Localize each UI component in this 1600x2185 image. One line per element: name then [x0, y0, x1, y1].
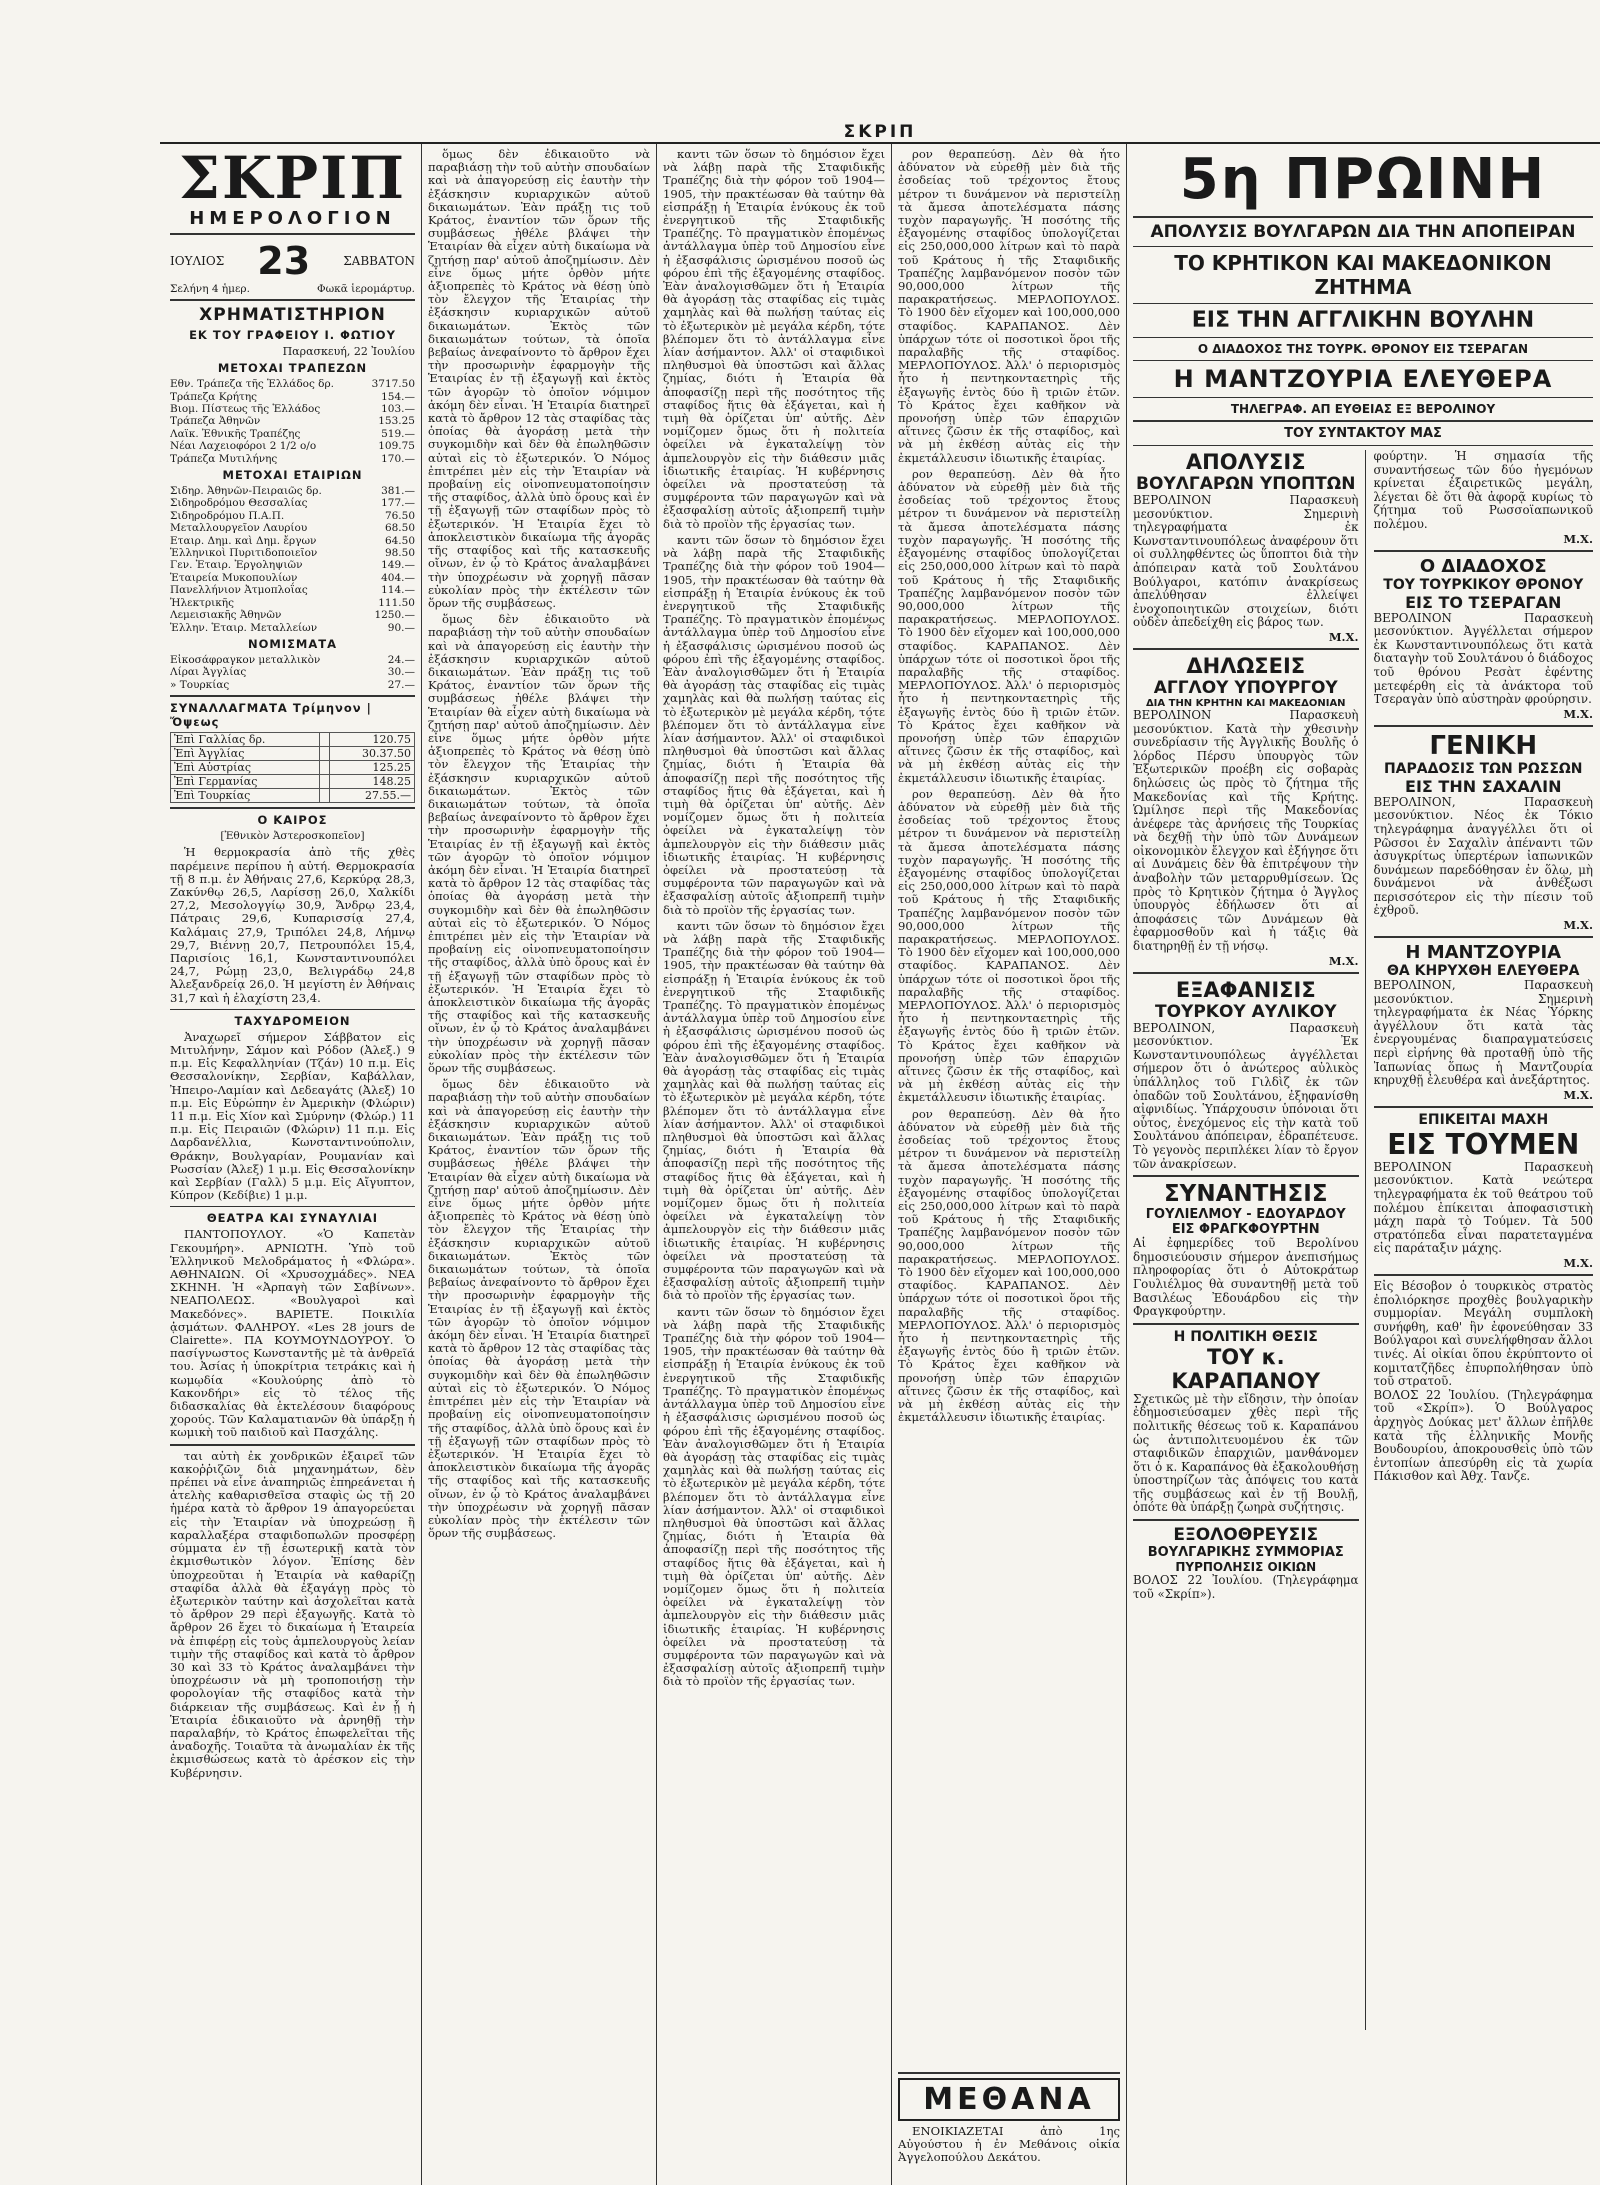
article-text: καντι τῶν ὅσων τὸ δημόσιον ἔχει νὰ λάβῃ παρὰ τῆς Σταφιδικῆς Τραπέζης διὰ τὴν φόρον τοῦ 1904—1905, τὴν πρακτέωσαν θὰ ταύτην θὰ εἰσπράξῃ ἡ Ἑταιρία ἐνύκους ἐκ τοῦ ἐνεργητικοῦ τῆς Σταφιδικῆς Τραπέζης. Τὸ πραγματικὸν ἐπομένως ἀντάλλαγμα ὑπὲρ τοῦ Δημοσίου εἶνε ἡ ἐξασφάλισις ὡρισμένου ποσοῦ ὡς φόρου ἐπὶ τῆς ἐξαγομένης σταφίδος. Ἐὰν ἀναλογισθῶμεν ὅτι ἡ Ἑταιρία θὰ ἀγοράσῃ τὰς σταφίδας εἰς τιμὰς χαμηλὰς καὶ θὰ πωλήσῃ ταύτας εἰς τὸ ἐξωτερικὸν μὲ μεγάλα κέρδη, τότε βλέπομεν ὅτι τὸ ἀντάλλαγμα εἶνε λίαν ἀσήμαντον. Ἀλλ' οἱ σταφιδικοὶ πληθυσμοὶ θὰ ὑποστῶσι καὶ ἄλλας ζημίας, διότι ἡ Ἑταιρία θὰ ἀποφασίζῃ περὶ τῆς ποσότητος τῆς σταφίδος ἥτις θὰ ἐξάγεται, καὶ ἡ τιμὴ θὰ ὁρίζεται ὑπ' αὐτῆς. Δὲν νομίζομεν ὅμως ὅτι ἡ πολιτεία ὀφείλει νὰ ἐγκαταλείψῃ τὸν ἀμπελουργὸν εἰς τὴν διάθεσιν μιᾶς ἰδιωτικῆς ἑταιρίας. Ἡ κυβέρνησις ὀφείλει νὰ προστατεύσῃ τὰ συμφέροντα τῶν παραγωγῶν καὶ νὰ ἐξασφαλίσῃ αὐτοῖς ἀξιοπρεπῆ τιμὴν διὰ τὸ προϊὸν τῆς ἐργασίας των. [663, 918, 885, 1303]
story-text: ΒΕΡΟΛΙΝΟΝ, Παρασκευὴ μεσονύκτιον. Σημερινὴ τηλεγραφήματα ἐκ Νέας Ὑόρκης ἀγγέλλουν ὅτι κατὰ τὰς ἐνεργουμένας διαπραγματεύσεις περὶ εἰρήνης θὰ προταθῇ ὑπὸ τῆς Ἰαπωνίας ὅπως ἡ Μαντζουρία κηρυχθῇ ἐλευθέρα καὶ ἀνεξάρτητος. [1373, 978, 1593, 1088]
story-subtitle: ΑΓΓΛΟΥ ΥΠΟΥΡΓΟΥ [1153, 677, 1338, 698]
story-title: ΕΠΙΚΕΙΤΑΙ ΜΑΧΗ [1418, 1111, 1549, 1128]
coins-table [170, 654, 415, 691]
divider [1133, 246, 1593, 247]
article-column-3 [663, 148, 885, 2178]
story-subtitle: ΔΙΑ ΤΗΝ ΚΡΗΤΗΝ ΚΑΙ ΜΑΚΕΔΟΝΙΑΝ [1145, 697, 1346, 709]
article-body [898, 148, 1120, 2068]
headline: ΤΟ ΚΡΗΤΙΚΟΝ ΚΑΙ ΜΑΚΕΔΟΝΙΚΟΝ ΖΗΤΗΜΑ [1174, 251, 1552, 299]
column-rule [656, 144, 657, 2185]
story-subtitle: ΕΙΣ ΤΟΥΜΕΝ [1387, 1127, 1580, 1161]
story-text: Αἱ ἐφημερίδες τοῦ Βερολίνου δημοσιεύουσιν σήμερον ἀνεπισήμως πληροφορίας ὅτι ὁ Αὐτοκράτωρ Γουλιέλμος θὰ συναντηθῇ μετὰ τοῦ Βασιλέως Ἐδουάρδου εἰς τὴν Φραγκφούρτην. [1133, 1236, 1359, 1319]
article-text: ὅμως δὲν ἐδικαιοῦτο νὰ παραβιάσῃ τὴν τοῦ αὐτὴν σπουδαίων καὶ νὰ ἀπαγορεύσῃ εἰς ἑαυτὴν τὴν ἐξάσκησιν κυριαρχικῶν αὐτοῦ δικαιωμάτων. Ἐὰν πράξῃ τις τοῦ Κράτος, ἐναντίον τῶν ὅρων τῆς συμβάσεως ἠθέλε βλάψει τὴν Ἑταιρίαν θὰ εἶχεν αὐτὴ δικαίωμα νὰ ζητήσῃ παρ' αὐτοῦ ἀποζημίωσιν. Δὲν εἶνε ὅμως μήτε ὀρθὸν μήτε ἀξιοπρεπὲς τὸ Κράτος νὰ θέσῃ ὑπὸ τὸν ἔλεγχον τῆς Ἑταιρίας τὴν ἐξάσκησιν κυριαρχικῶν αὐτοῦ δικαιωμάτων. Ἐκτὸς τῶν δικαιωμάτων τούτων, τὰ ὁποῖα βεβαίως ἀνεφαίνοντο τὸ ἄρθρον ἔχει τὴν προσωρινὴν ἐφαρμογὴν τῆς Ἑταιρίας ἐν τῇ ἐξαγωγῇ καὶ ἐκτὸς τῶν ἀγορῶν τὸ ὁποῖον νόμιμον ἀκόμη δὲν εἶναι. Ἡ Ἑταιρία διατηρεῖ κατὰ τὸ ἄρθρον 12 τὰς σταφίδας τὰς ὁποίας θὰ ἀγοράσῃ μετὰ τὴν συγκομιδὴν καὶ δὲν θὰ ἐπωληθῶσιν αὐταὶ εἰς τὸ ἐξωτερικόν. Ὁ Νόμος ἐπιτρέπει μὲν εἰς τὴν Ἑταιρίαν νὰ προβαίνῃ εἰς οἰνοπνευματοποίησιν τῆς σταφίδος, ἀλλὰ ὑπὸ ὅρους καὶ ἐν τῇ ἐξαγωγῇ τῶν σταφίδων πρὸς τὸ ἐξωτερικόν. Ἡ Ἑταιρία ἔχει τὸ ἀποκλειστικὸν δικαίωμα τῆς ἀγορᾶς τῆς σταφίδος καὶ τῆς κατασκευῆς οἴνων, ἐν ᾧ τὸ Κράτος ἀναλαμβάνει τὴν ὑποχρέωσιν νὰ χορηγῇ πᾶσαν εὐκολίαν πρὸς τὴν ἐκτέλεσιν τῶν ὅρων τῆς συμβάσεως. [428, 148, 650, 610]
article-text: ὅμως δὲν ἐδικαιοῦτο νὰ παραβιάσῃ τὴν τοῦ αὐτὴν σπουδαίων καὶ νὰ ἀπαγορεύσῃ εἰς ἑαυτὴν τὴν ἐξάσκησιν κυριαρχικῶν αὐτοῦ δικαιωμάτων. Ἐὰν πράξῃ τις τοῦ Κράτος, ἐναντίον τῶν ὅρων τῆς συμβάσεως ἠθέλε βλάψει τὴν Ἑταιρίαν θὰ εἶχεν αὐτὴ δικαίωμα νὰ ζητήσῃ παρ' αὐτοῦ ἀποζημίωσιν. Δὲν εἶνε ὅμως μήτε ὀρθὸν μήτε ἀξιοπρεπὲς τὸ Κράτος νὰ θέσῃ ὑπὸ τὸν ἔλεγχον τῆς Ἑταιρίας τὴν ἐξάσκησιν κυριαρχικῶν αὐτοῦ δικαιωμάτων. Ἐκτὸς τῶν δικαιωμάτων τούτων, τὰ ὁποῖα βεβαίως ἀνεφαίνοντο τὸ ἄρθρον ἔχει τὴν προσωρινὴν ἐφαρμογὴν τῆς Ἑταιρίας ἐν τῇ ἐξαγωγῇ καὶ ἐκτὸς τῶν ἀγορῶν τὸ ὁποῖον νόμιμον ἀκόμη δὲν εἶναι. Ἡ Ἑταιρία διατηρεῖ κατὰ τὸ ἄρθρον 12 τὰς σταφίδας τὰς ὁποίας θὰ ἀγοράσῃ μετὰ τὴν συγκομιδὴν καὶ δὲν θὰ ἐπωληθῶσιν αὐταὶ εἰς τὸ ἐξωτερικόν. Ὁ Νόμος ἐπιτρέπει μὲν εἰς τὴν Ἑταιρίαν νὰ προβαίνῃ εἰς οἰνοπνευματοποίησιν τῆς σταφίδος, ἀλλὰ ὑπὸ ὅρους καὶ ἐν τῇ ἐξαγωγῇ τῶν σταφίδων πρὸς τὸ ἐξωτερικόν. Ἡ Ἑταιρία ἔχει τὸ ἀποκλειστικὸν δικαίωμα τῆς ἀγορᾶς τῆς σταφίδος καὶ τῆς κατασκευῆς οἴνων, ἐν ᾧ τὸ Κράτος ἀναλαμβάνει τὴν ὑποχρέωσιν νὰ χορηγῇ πᾶσαν εὐκολίαν πρὸς τὴν ἐκτέλεσιν τῶν ὅρων τῆς συμβάσεως. [428, 1077, 650, 1541]
divider [170, 299, 415, 301]
weather-title: Ο ΚΑΙΡΟΣ [257, 813, 328, 828]
divider [1133, 420, 1593, 422]
calendar-column [170, 148, 415, 2178]
column-rule [1126, 144, 1127, 2185]
story-subtitle: ΤΟΥ κ. ΚΑΡΑΠΑΝΟΥ [1171, 1344, 1321, 1393]
month-label: ΙΟΥΛΙΟΣ [170, 254, 225, 268]
divider [170, 1009, 415, 1010]
table-row: Ἑλλην. Ἑταιρ. Μεταλλείων 90.— [170, 621, 415, 634]
divider [170, 1206, 415, 1207]
article-text: καντι τῶν ὅσων τὸ δημόσιον ἔχει νὰ λάβῃ παρὰ τῆς Σταφιδικῆς Τραπέζης διὰ τὴν φόρον τοῦ 1904—1905, τὴν πρακτέωσαν θὰ ταύτην θὰ εἰσπράξῃ ἡ Ἑταιρία ἐνύκους ἐκ τοῦ ἐνεργητικοῦ τῆς Σταφιδικῆς Τραπέζης. Τὸ πραγματικὸν ἐπομένως ἀντάλλαγμα ὑπὲρ τοῦ Δημοσίου εἶνε ἡ ἐξασφάλισις ὡρισμένου ποσοῦ ὡς φόρου ἐπὶ τῆς ἐξαγομένης σταφίδος. Ἐὰν ἀναλογισθῶμεν ὅτι ἡ Ἑταιρία θὰ ἀγοράσῃ τὰς σταφίδας εἰς τιμὰς χαμηλὰς καὶ θὰ πωλήσῃ ταύτας εἰς τὸ ἐξωτερικὸν μὲ μεγάλα κέρδη, τότε βλέπομεν ὅτι τὸ ἀντάλλαγμα εἶνε λίαν ἀσήμαντον. Ἀλλ' οἱ σταφιδικοὶ πληθυσμοὶ θὰ ὑποστῶσι καὶ ἄλλας ζημίας, διότι ἡ Ἑταιρία θὰ ἀποφασίζῃ περὶ τῆς ποσότητος τῆς σταφίδος ἥτις θὰ ἐξάγεται, καὶ ἡ τιμὴ θὰ ὁρίζεται ὑπ' αὐτῆς. Δὲν νομίζομεν ὅμως ὅτι ἡ πολιτεία ὀφείλει νὰ ἐγκαταλείψῃ τὸν ἀμπελουργὸν εἰς τὴν διάθεσιν μιᾶς ἰδιωτικῆς ἑταιρίας. Ἡ κυβέρνησις ὀφείλει νὰ προστατεύσῃ τὰ συμφέροντα τῶν παραγωγῶν καὶ νὰ ἐξασφαλίσῃ αὐτοῖς ἀξιοπρεπῆ τιμὴν διὰ τὸ προϊὸν τῆς ἐργασίας των. [663, 1304, 885, 1689]
divider [1374, 1106, 1594, 1108]
story-title: Ο ΔΙΑΔΟΧΟΣ [1419, 555, 1547, 577]
table-row: Λαϊκ. Ἐθνικῆς Τραπέζης 519.— [170, 427, 415, 440]
headline: ΕΙΣ ΤΗΝ ΑΓΓΛΙΚΗΝ ΒΟΥΛΗΝ [1191, 308, 1535, 333]
table-row: Εταιρ. Δημ. καὶ Δημ. ἔργων 64.50 [170, 534, 415, 547]
story-text: ΒΕΡΟΛΙΝΟΝ, Παρασκευὴ μεσονύκτιον. Νέος ἐκ Τόκιο τηλεγράφημα ἀναγγέλλει ὅτι οἱ Ρῶσσοι ἐν Σαχαλὶν ἀπέναντι τῶν ἀσυγκρίτως ὑπερτέρων ἰαπωνικῶν δυνάμεων παρεδόθησαν ἐν ὅλῳ, μὴ δυνάμενοι νὰ ἀνθέξωσι περισσότερον εἰς τὴν πίεσιν τοῦ ἐχθροῦ. [1373, 794, 1593, 918]
story-subtitle: ΘΑ ΚΗΡΥΧΘΗ ΕΛΕΥΘΕΡΑ [1386, 963, 1580, 980]
story-subtitle: ΠΑΡΑΔΟΣΙΣ ΤΩΝ ΡΩΣΣΩΝ [1383, 760, 1583, 777]
story-subtitle: ΒΟΥΛΓΑΡΙΚΗΣ ΣΥΜΜΟΡΙΑΣ [1147, 1545, 1344, 1561]
table-row: Γεν. Ἑταιρ. Ἐργοληψιῶν 149.— [170, 559, 415, 572]
divider [1133, 972, 1359, 974]
telegram-columns [1133, 450, 1593, 2030]
article-text: ρον θεραπεύσῃ. Δὲν θὰ ἦτο ἀδύνατον νὰ εὑρεθῇ μὲν διὰ τῆς ἐσοδείας τοῦ τρέχοντος ἔτους μέτρον τι δυνάμενον νὰ περιστείλῃ τὰ ἄμεσα ἀποτελέσματα πάσης τυχὸν παραγωγῆς. Ἡ ποσότης τῆς ἐξαγομένης σταφίδος ὑπολογίζεται εἰς 250,000,000 λίτρων καὶ τὸ παρὰ τοῦ Κράτους ἡ τῆς Σταφιδικῆς Τραπέζης λαμβανόμενον ποσὸν τῶν 90,000,000 λίτρων τῆς παρακρατήσεως. ΜΕΡΛΟΠΟΥΛΟΣ. Τὸ 1900 δὲν εἴχομεν καὶ 100,000,000 σταφίδος. ΚΑΡΑΠΑΝΟΣ. Δὲν ὑπάρχων τότε οἱ ποσοτικοὶ ὅροι τῆς παραλαβῆς τῆς σταφίδος. ΜΕΡΛΟΠΟΥΛΟΣ. Ἀλλ' ὁ περιορισμὸς ἦτο ἡ πεντηκονταετηρὶς τῆς ἐξαγωγῆς ἐντὸς δύο ἢ τριῶν ἐτῶν. Τὸ Κράτος ἔχει καθῆκον νὰ προνοήσῃ ὑπὲρ τῶν ἐπαρχιῶν αἵτινες ζῶσιν ἐκ τῆς σταφίδος, καὶ νὰ μὴ ἐκθέσῃ αὐτὰς εἰς τὴν ἐκμετάλλευσιν ἰδιωτικῆς ἑταιρίας. [898, 1106, 1120, 1425]
story-title: ΑΠΟΛΥΣΙΣ [1185, 450, 1306, 474]
headline: Ο ΔΙΑΔΟΧΟΣ ΤΗΣ ΤΟΥΡΚ. ΘΡΟΝΟΥ ΕΙΣ ΤΣΕΡΑΓΑΝ [1197, 342, 1529, 356]
telegrams-column [1133, 148, 1593, 2178]
table-row: Τράπεζα Μυτιλήνης 170.— [170, 452, 415, 465]
column-rule [421, 144, 422, 2185]
story-title: Η ΜΑΝΤΖΟΥΡΙΑ [1405, 942, 1562, 964]
table-row: Σιδηροδρόμου Θεσσαλίας 177.— [170, 497, 415, 510]
table-row: Πανελλήνιον Ἀτμοπλοΐας 114.— [170, 584, 415, 597]
telegram-subcolumn-left [1133, 450, 1366, 2030]
story-subtitle: ΠΥΡΠΟΛΗΣΙΣ ΟΙΚΙΩΝ [1175, 1560, 1317, 1575]
exchange-title: ΣΥΝΑΛΛΑΓΜΑΤΑ Τρίμηνον | Ὄψεως [170, 701, 372, 730]
running-masthead: ΣΚΡΙΠ [843, 122, 917, 142]
story-title: ΕΞΑΦΑΝΙΣΙΣ [1175, 977, 1316, 1002]
story-title: Η ΠΟΛΙΤΙΚΗ ΘΕΣΙΣ [1173, 1328, 1318, 1345]
divider [1133, 360, 1593, 361]
main-headline: ΑΠΟΛΥΣΙΣ ΒΟΥΛΓΑΡΩΝ ΔΙΑ ΤΗΝ ΑΠΟΠΕΙΡΑΝ [1150, 222, 1576, 242]
weekday-label: ΣΑΒΒΑΤΟΝ [343, 254, 415, 268]
article-text: ρον θεραπεύσῃ. Δὲν θὰ ἦτο ἀδύνατον νὰ εὑρεθῇ μὲν διὰ τῆς ἐσοδείας τοῦ τρέχοντος ἔτους μέτρον τι δυνάμενον νὰ περιστείλῃ τὰ ἄμεσα ἀποτελέσματα πάσης τυχὸν παραγωγῆς. Ἡ ποσότης τῆς ἐξαγομένης σταφίδος ὑπολογίζεται εἰς 250,000,000 λίτρων καὶ τὸ παρὰ τοῦ Κράτους ἡ τῆς Σταφιδικῆς Τραπέζης λαμβανόμενον ποσὸν τῶν 90,000,000 λίτρων τῆς παρακρατήσεως. ΜΕΡΛΟΠΟΥΛΟΣ. Τὸ 1900 δὲν εἴχομεν καὶ 100,000,000 σταφίδος. ΚΑΡΑΠΑΝΟΣ. Δὲν ὑπάρχων τότε οἱ ποσοτικοὶ ὅροι τῆς παραλαβῆς τῆς σταφίδος. ΜΕΡΛΟΠΟΥΛΟΣ. Ἀλλ' ὁ περιορισμὸς ἦτο ἡ πεντηκονταετηρὶς τῆς ἐξαγωγῆς ἐντὸς δύο ἢ τριῶν ἐτῶν. Τὸ Κράτος ἔχει καθῆκον νὰ προνοήσῃ ὑπὲρ τῶν ἐπαρχιῶν αἵτινες ζῶσιν ἐκ τῆς σταφίδος, καὶ νὰ μὴ ἐκθέσῃ αὐτὰς εἰς τὴν ἐκμετάλλευσιν ἰδιωτικῆς ἑταιρίας. [898, 148, 1120, 465]
theatres-text: ΠΑΝΤΟΠΟΥΛΟΥ. «Ὁ Καπετὰν Γεκουμήρη». ΑΡΝΙΩΤΗ. Ὑπὸ τοῦ Ἑλληνικοῦ Μελοδράματος ἡ «Φλώρα». ΑΘΗΝΑΙΩΝ. Οἱ «Χρυσοχμάδες». ΝΕΑ ΣΚΗΝΗ. Ἡ «Ἀρπαγὴ τῶν Σαβίνων». ΝΕΑΠΟΛΕΩΣ. «Βουλγαροὶ καὶ Μακεδόνες». ΒΑΡΙΕΤΕ. Ποικιλία ᾀσμάτων. ΦΑΛΗΡΟΥ. «Les 28 jours de Clairette». ΠΑ ΚΟΥΜΟΥΝΔΟΥΡΟΥ. Ὁ πασίγνωστος Κωνσταντῆς μὲ τὰ ἀνθρεῖά του. Ἀσίας ἡ ὑποκρίτρια τετράκις καὶ ἡ κωμῳδία «Κουλούρης ἀπὸ τὸ Κακονδήρι» εἰς τὸ τέλος τῆς διδασκαλίας θὰ ἐκτελέσουν διαφόρους χορούς. Τῶν Καλαματιανῶν θὰ ὑπάρξῃ ἡ κωμικὴ τοῦ παιδιοῦ καὶ Πασχάλης. [170, 1227, 415, 1440]
market-source: ΕΚ ΤΟΥ ΓΡΑΦΕΙΟΥ Ι. ΦΩΤΙΟΥ [189, 328, 396, 342]
divider [1133, 648, 1359, 650]
market-title: ΧΡΗΜΑΤΙΣΤΗΡΙΟΝ [199, 305, 386, 325]
methana-title: ΜΕΘΑΝΑ [898, 2078, 1120, 2121]
theatres-title: ΘΕΑΤΡΑ ΚΑΙ ΣΥΝΑΥΛΙΑΙ [206, 1211, 379, 1226]
story-subtitle: ΤΟΥΡΚΟΥ ΑΥΛΙΚΟΥ [1154, 1001, 1337, 1022]
table-row: Ἠλεκτρικῆς 111.50 [170, 596, 415, 609]
story-text: ΒΟΛΟΣ 22 Ἰουλίου. (Τηλεγράφημα τοῦ «Σκρίπ»). Ὁ Βούλγαρος ἀρχηγὸς Δούκας μετ' ἄλλων ἐπῆλθε κατὰ τῆς ἑλληνικῆς Μονῆς Βουδουρίου, ἀποκρουσθεὶς ὑπὸ τῶν ἐντοπίων ἀπεσύρθη εἰς τὰ χωρία Πάκισθον καὶ Ἀθχ. Τανζε. [1373, 1387, 1593, 1484]
day-number: 23 [257, 239, 311, 283]
coins-title: ΝΟΜΙΣΜΑΤΑ [247, 636, 338, 651]
table-row: Ἐπὶ Αὐστρίας 125.25 [171, 761, 415, 775]
story-subtitle: ΒΟΥΛΓΑΡΩΝ ΥΠΟΠΤΩΝ [1136, 474, 1356, 494]
divider [170, 807, 415, 809]
table-row: Βιομ. Πίστεως τῆς Ἑλλάδος 103.— [170, 403, 415, 416]
table-row: Εἰκοσάφραγκον μεταλλικὸν 24.— [170, 653, 415, 666]
divider [1133, 445, 1593, 446]
divider [1133, 216, 1593, 218]
divider [170, 233, 415, 235]
story-text: ΒΕΡΟΛΙΝΟΝ Παρασκευὴ μεσονύκτιον. Κατὰ τὴν χθεσινὴν συνεδρίασιν τῆς Ἀγγλικῆς Βουλῆς ὁ λόρδος Πέρσυ ὑπουργὸς τῶν Ἐξωτερικῶν προέβη εἰς σοβαρὰς δηλώσεις ὡς πρὸς τὸ ζήτημα τῆς Μακεδονίας καὶ τῆς Κρήτης. Ὡμίλησε περὶ τῆς Μακεδονίας ἀνέφερε τὰς ἀρνήσεις τῆς Τουρκίας νὰ δεχθῇ τὴν ὑπὸ τῶν Δυνάμεων οἰκονομικὸν ἔλεγχον καὶ ἐξήγησε ὅτι αἱ Δυνάμεις δὲν θὰ ἐπιτρέψουν τὴν ἀναβολὴν τῶν μεταρρυθμίσεων. Ὡς πρὸς τὸ Κρητικὸν ζήτημα ὁ Ἄγγλος ὑπουργὸς ἐδήλωσεν ὅτι αἱ ἀποφάσεις τῶν Δυνάμεων θὰ ἐφαρμοσθοῦν καὶ ἡ τάξις θὰ διατηρηθῇ ἐν τῇ νήσῳ. [1133, 707, 1359, 954]
story-subtitle: ΕΙΣ ΦΡΑΓΚΦΟΥΡΤΗΝ [1171, 1222, 1320, 1238]
headline: Η ΜΑΝΤΖΟΥΡΙΑ ΕΛΕΥΘΕΡΑ [1173, 365, 1553, 393]
story-subtitle: ΕΙΣ ΤΗΝ ΣΑΧΑΛΙΝ [1405, 776, 1562, 796]
article-text: ρον θεραπεύσῃ. Δὲν θὰ ἦτο ἀδύνατον νὰ εὑρεθῇ μὲν διὰ τῆς ἐσοδείας τοῦ τρέχοντος ἔτους μέτρον τι δυνάμενον νὰ περιστείλῃ τὰ ἄμεσα ἀποτελέσματα πάσης τυχὸν παραγωγῆς. Ἡ ποσότης τῆς ἐξαγομένης σταφίδος ὑπολογίζεται εἰς 250,000,000 λίτρων καὶ τὸ παρὰ τοῦ Κράτους ἡ τῆς Σταφιδικῆς Τραπέζης λαμβανόμενον ποσὸν τῶν 90,000,000 λίτρων τῆς παρακρατήσεως. ΜΕΡΛΟΠΟΥΛΟΣ. Τὸ 1900 δὲν εἴχομεν καὶ 100,000,000 σταφίδος. ΚΑΡΑΠΑΝΟΣ. Δὲν ὑπάρχων τότε οἱ ποσοτικοὶ ὅροι τῆς παραλαβῆς τῆς σταφίδος. ΜΕΡΛΟΠΟΥΛΟΣ. Ἀλλ' ὁ περιορισμὸς ἦτο ἡ πεντηκονταετηρὶς τῆς ἐξαγωγῆς ἐντὸς δύο ἢ τριῶν ἐτῶν. Τὸ Κράτος ἔχει καθῆκον νὰ προνοήσῃ ὑπὲρ τῶν ἐπαρχιῶν αἵτινες ζῶσιν ἐκ τῆς σταφίδος, καὶ νὰ μὴ ἐκθέσῃ αὐτὰς εἰς τὴν ἐκμετάλλευσιν ἰδιωτικῆς ἑταιρίας. [898, 786, 1120, 1105]
article-column-4 [898, 148, 1120, 2178]
table-row: Λίραι Ἀγγλίας 30.— [170, 666, 415, 679]
headline: ΤΗΛΕΓΡΑΦ. ΑΠ ΕΥΘΕΙΑΣ ΕΞ ΒΕΡΟΛΙΝΟΥ [1230, 402, 1496, 416]
divider [170, 695, 415, 697]
column-rule [891, 144, 892, 2185]
divider [1374, 936, 1594, 938]
almanac-row [170, 283, 415, 295]
signature: Μ.Χ. [1328, 953, 1359, 968]
table-row: Ἐπὶ Γαλλίας δρ. 120.75 [171, 733, 415, 747]
table-row: Σιδηρ. Ἀθηνῶν-Πειραιῶς δρ. 381.— [170, 485, 415, 498]
story-subtitle: ΕΙΣ ΤΟ ΤΣΕΡΑΓΑΝ [1405, 592, 1562, 612]
article-continuation: ται αὐτὴ ἐκ χονδρικῶν ἐξαιρεῖ τῶν κακοῤῥιζῶν διὰ μηχανημάτων, δὲν πρέπει νὰ εἶνε ἀναπηριῶς ἐπηρεάνεται ἡ ἀτελὴς καθαρισθεῖσα σταφὶς ὡς τῇ 20 ἡμέρα κατὰ τὸ ἄρθρον 19 ἀπαγορεύεται εἰς τὴν Ἑταιρίαν νὰ ὑποχρεώσῃ ἢ καραλλαξέρα σταφιδοπωλῶν προσφέρῃ σύμματα ἐν τῇ ἐσωτερικῇ κατὰ τὸν ἐκμισθωτικὸν λόγον. Ἐπίσης δὲν ὑποχρεοῦται ἡ Ἑταιρία νὰ καθαρίζῃ σταφίδα ἀλλὰ θὰ ἐξαγάγῃ πρὸς τὸ ἐξωτερικὸν ταύτην καὶ ἀσχολεῖται κατὰ τὸ ἄρθρον 29 περὶ ἐξαγωγῆς. Κατὰ τὸ ἄρθρον 26 ἔχει τὸ δικαίωμα ἡ Ἑταιρεία νὰ ἐπιφέρῃ εἰς τοὺς ἀμπελουργοὺς λείαν τιμὴν τῆς σταφίδος καὶ κατὰ τὸ ἄρθρον 30 καὶ 33 τὸ Κράτος ἀναλαμβάνει τὴν ὑποχρέωσιν νὰ μὴ τροποποιήσῃ τὴν φορολογίαν τῆς σταφίδος κατὰ τὴν διάρκειαν τῆς συμβάσεως. Καὶ ἐν ᾗ ἡ Ἑταιρία ἐδικαιοῦτο νὰ ἀρνηθῇ τὴν παραλαβήν, τὸ Κράτος ἐπωφελεῖται τῆς ἀναδοχῆς. Τοιαῦτα τὰ ἀνωμαλίαν ἐκ τῆς ἐκμισθώσεως κατὰ τὸ ἀρέσκον εἰς τὴν Κυβέρνησιν. [170, 1448, 415, 1780]
table-row: Τράπεζα Κρήτης 154.— [170, 390, 415, 403]
post-title: ΤΑΧΥΔΡΟΜΕΙΟΝ [234, 1013, 351, 1028]
table-row: Νέαι Λαχειοφόροι 2 1/2 ο/ο 109.75 [170, 440, 415, 453]
story-title: ΔΗΛΩΣΕΙΣ [1186, 653, 1306, 678]
divider [1133, 337, 1593, 338]
paper-logo: ΣΚΡΙΠ [179, 148, 406, 212]
byline: ΤΟΥ ΣΥΝΤΑΚΤΟΥ ΜΑΣ [1284, 426, 1442, 441]
signature: Μ.Χ. [1563, 918, 1593, 933]
table-row: Εθν. Τράπεζα τῆς Ἑλλάδος δρ. 3717.50 [170, 378, 415, 391]
divider [1133, 303, 1593, 304]
divider [1374, 550, 1594, 552]
header-rule [160, 142, 1600, 144]
story-text: Σχετικῶς μὲ τὴν εἴδησιν, τὴν ὁποίαν ἐδημοσιεύσαμεν χθὲς περὶ τῆς πολιτικῆς θέσεως τοῦ κ. Καραπάνου ὡς ἀντιπολιτευομένου ἐκ τῶν σταφιδικῶν ἐπαρχιῶν, μανθάνομεν ὅτι ὁ κ. Καραπάνος θὰ ἐξακολουθήσῃ ὑποστηρίζων τὰς ἀπόψεις του κατὰ τῆς συμβάσεως καὶ ἐν τῇ Βουλῇ, ὁπότε θὰ ὑπάρξῃ ζωηρὰ συζήτησις. [1133, 1391, 1359, 1515]
table-row: Ἑλληνικοὶ Πυριτιδοποιεῖον 98.50 [170, 547, 415, 560]
table-row: Λεμεισιακῆς Ἀθηνῶν 1250.— [170, 609, 415, 622]
table-row: Ἐπὶ Τουρκίας 27.55.— [171, 789, 415, 803]
story-subtitle: ΓΟΥΛΙΕΛΜΟΥ - ΕΔΟΥΑΡΔΟΥ [1145, 1207, 1346, 1223]
divider [1133, 1323, 1359, 1325]
table-row: Τράπεζα Ἀθηνῶν 153.25 [170, 415, 415, 428]
signature: Μ.Χ. [1563, 1087, 1593, 1102]
post-text: Ἀναχωρεῖ σήμερον Σάββατον εἰς Μιτυλήνην, Σάμον καὶ Ρόδον (Ἀλεξ.) 9 π.μ. Εἰς Κεφαλληνίαν (Τζάν) 10 π.μ. Εἰς Θεσσαλονίκην, Σερβίαν, Καβάλλαν, Ἠπειρο-Λαμίαν καὶ Δεδεαγάτς (Ἀλεξ) 10 π.μ. Εἰς Εὐρώπην ἐν Ἀμερικὴν (Φλώριν) 11 π.μ. Εἰς Χίον καὶ Σμύρνην (Φλώρ.) 11 π.μ. Εἰς Πειραιῶν (Φλώριν) 11 π.μ. Εἰς Δαρδανέλλια, Κωνσταντινούπολιν, Θράκην, Βουλγαρίαν, Ρουμανίαν καὶ Ρωσσίαν (Ἀλεξ) 1 μ.μ. Εἰς Θεσσαλονίκην καὶ Σερβίαν (Γαλλ) 5 μ.μ. Εἰς Αἴγυπτον, Κύπρον (Κεδίβιε) 1 μ.μ. [170, 1029, 415, 1203]
table-row: Σιδηροδρόμου Π.Α.Π. 76.50 [170, 509, 415, 522]
divider [1374, 1274, 1594, 1276]
telegram-subcolumn-right [1374, 450, 1594, 2030]
table-row: Ἑταιρεία Μυκοπουλίων 404.— [170, 571, 415, 584]
companies-title: ΜΕΤΟΧΑΙ ΕΤΑΙΡΙΩΝ [222, 468, 363, 483]
story-text: ΒΕΡΟΛΙΝΟΝ Παρασκευὴ μεσονύκτιον. Ἀγγέλλεται σήμερον ἐκ Κωνσταντινουπόλεως ὅτι κατὰ διαταγὴν τοῦ Σουλτάνου ὁ διάδοχος τοῦ θρόνου Ρεσὰτ ἐφέντης μετεφέρθη εἰς τὰ ἀνάκτορα τοῦ Τσεραγὰν ὑπὸ αὐστηρὰν φρούρησιν. [1373, 610, 1593, 707]
weather-text: Ἡ θερμοκρασία ἀπὸ τῆς χθὲς παρέμεινε περίπου ἡ αὐτή. Θερμοκρασία τῇ 8 π.μ. ἐν Ἀθήναις 27,6, Κερκύρᾳ 28,3, Ζακύνθῳ 26,5, Λαρίσσῃ 26,0, Χαλκίδι 27,2, Μεσολογγίῳ 30,9, Ἄνδρῳ 23,4, Πάτραις 29,6, Κυπαρισσίᾳ 27,4, Καλάμαις 27,9, Τριπόλει 24,8, Λήμνῳ 29,7, Βιέννῃ 20,7, Πετρουπόλει 15,4, Παρισίοις 16,1, Κωνσταντινουπόλει 24,7, Ρώμῃ 23,0, Βελιγράδῳ 24,8 Ἀλεξανδρείᾳ 26,0. Ἡ μεγίστη ἐν Ἀθήναις 31,7 καὶ ἡ ἐλαχίστη 23,4. [170, 845, 415, 1005]
divider [1133, 1519, 1359, 1521]
story-subtitle: ΤΟΥ ΤΟΥΡΚΙΚΟΥ ΘΡΟΝΟΥ [1383, 576, 1584, 593]
saint-label: Φωκᾶ ἱερομάρτυρ. [316, 283, 415, 295]
signature: Μ.Χ. [1563, 706, 1593, 721]
story-title: ΓΕΝΙΚΗ [1429, 730, 1538, 761]
story-title: ΕΞΟΛΟΘΡΕΥΣΙΣ [1173, 1525, 1319, 1546]
divider [1374, 725, 1594, 727]
table-row: Μεταλλουργεῖον Λαυρίου 68.50 [170, 522, 415, 535]
table-row: Ἐπὶ Γερμανίας 148.25 [171, 775, 415, 789]
date-row [170, 239, 415, 283]
signature: Μ.Χ. [1563, 531, 1593, 546]
signature: Μ.Χ. [1563, 1255, 1593, 1270]
moon-label: Σελήνη 4 ἡμερ. [170, 283, 250, 295]
story-text: ΒΕΡΟΛΙΝΟΝ Παρασκευὴ μεσονύκτιον. Κατὰ νεώτερα τηλεγραφήματα ἐκ τοῦ θεάτρου τοῦ πολέμου ἐπίκειται ἀποφασιστικὴ μάχη παρὰ τὸ Τούμεν. Τὰ 500 στρατόπεδα εἶναι παρατεταγμένα εἰς παράταξιν μάχης. [1373, 1159, 1593, 1256]
article-text: καντι τῶν ὅσων τὸ δημόσιον ἔχει νὰ λάβῃ παρὰ τῆς Σταφιδικῆς Τραπέζης διὰ τὴν φόρον τοῦ 1904—1905, τὴν πρακτέωσαν θὰ ταύτην θὰ εἰσπράξῃ ἡ Ἑταιρία ἐνύκους ἐκ τοῦ ἐνεργητικοῦ τῆς Σταφιδικῆς Τραπέζης. Τὸ πραγματικὸν ἐπομένως ἀντάλλαγμα ὑπὲρ τοῦ Δημοσίου εἶνε ἡ ἐξασφάλισις ὡρισμένου ποσοῦ ὡς φόρου ἐπὶ τῆς ἐξαγομένης σταφίδος. Ἐὰν ἀναλογισθῶμεν ὅτι ἡ Ἑταιρία θὰ ἀγοράσῃ τὰς σταφίδας εἰς τιμὰς χαμηλὰς καὶ θὰ πωλήσῃ ταύτας εἰς τὸ ἐξωτερικὸν μὲ μεγάλα κέρδη, τότε βλέπομεν ὅτι τὸ ἀντάλλαγμα εἶνε λίαν ἀσήμαντον. Ἀλλ' οἱ σταφιδικοὶ πληθυσμοὶ θὰ ὑποστῶσι καὶ ἄλλας ζημίας, διότι ἡ Ἑταιρία θὰ ἀποφασίζῃ περὶ τῆς ποσότητος τῆς σταφίδος ἥτις θὰ ἐξάγεται, καὶ ἡ τιμὴ θὰ ὁρίζεται ὑπ' αὐτῆς. Δὲν νομίζομεν ὅμως ὅτι ἡ πολιτεία ὀφείλει νὰ ἐγκαταλείψῃ τὸν ἀμπελουργὸν εἰς τὴν διάθεσιν μιᾶς ἰδιωτικῆς ἑταιρίας. Ἡ κυβέρνησις ὀφείλει νὰ προστατεύσῃ τὰ συμφέροντα τῶν παραγωγῶν καὶ νὰ ἐξασφαλίσῃ αὐτοῖς ἀξιοπρεπῆ τιμὴν διὰ τὸ προϊὸν τῆς ἐργασίας των. [663, 148, 885, 531]
article-text: ὅμως δὲν ἐδικαιοῦτο νὰ παραβιάσῃ τὴν τοῦ αὐτὴν σπουδαίων καὶ νὰ ἀπαγορεύσῃ εἰς ἑαυτὴν τὴν ἐξάσκησιν κυριαρχικῶν αὐτοῦ δικαιωμάτων. Ἐὰν πράξῃ τις τοῦ Κράτος, ἐναντίον τῶν ὅρων τῆς συμβάσεως ἠθέλε βλάψει τὴν Ἑταιρίαν θὰ εἶχεν αὐτὴ δικαίωμα νὰ ζητήσῃ παρ' αὐτοῦ ἀποζημίωσιν. Δὲν εἶνε ὅμως μήτε ὀρθὸν μήτε ἀξιοπρεπὲς τὸ Κράτος νὰ θέσῃ ὑπὸ τὸν ἔλεγχον τῆς Ἑταιρίας τὴν ἐξάσκησιν κυριαρχικῶν αὐτοῦ δικαιωμάτων. Ἐκτὸς τῶν δικαιωμάτων τούτων, τὰ ὁποῖα βεβαίως ἀνεφαίνοντο τὸ ἄρθρον ἔχει τὴν προσωρινὴν ἐφαρμογὴν τῆς Ἑταιρίας ἐν τῇ ἐξαγωγῇ καὶ ἐκτὸς τῶν ἀγορῶν τὸ ὁποῖον νόμιμον ἀκόμη δὲν εἶναι. Ἡ Ἑταιρία διατηρεῖ κατὰ τὸ ἄρθρον 12 τὰς σταφίδας τὰς ὁποίας θὰ ἀγοράσῃ μετὰ τὴν συγκομιδὴν καὶ δὲν θὰ ἐπωληθῶσιν αὐταὶ εἰς τὸ ἐξωτερικόν. Ὁ Νόμος ἐπιτρέπει μὲν εἰς τὴν Ἑταιρίαν νὰ προβαίνῃ εἰς οἰνοπνευματοποίησιν τῆς σταφίδος, ἀλλὰ ὑπὸ ὅρους καὶ ἐν τῇ ἐξαγωγῇ τῶν σταφίδων πρὸς τὸ ἐξωτερικόν. Ἡ Ἑταιρία ἔχει τὸ ἀποκλειστικὸν δικαίωμα τῆς ἀγορᾶς τῆς σταφίδος καὶ τῆς κατασκευῆς οἴνων, ἐν ᾧ τὸ Κράτος ἀναλαμβάνει τὴν ὑποχρέωσιν νὰ χορηγῇ πᾶσαν εὐκολίαν πρὸς τὴν ἐκτέλεσιν τῶν ὅρων τῆς συμβάσεως. [428, 612, 650, 1076]
article-column-2 [428, 148, 650, 2178]
story-text: ΒΕΡΟΛΙΝΟΝ Παρασκευὴ μεσονύκτιον. Σημερινὴ τηλεγραφήματα ἐκ Κωνσταντινουπόλεως ἀναφέρουν ὅτι οἱ συλληφθέντες ὡς ὕποπτοι διὰ τὴν ἀπόπειραν κατὰ τοῦ Σουλτάνου Βούλγαροι, κατόπιν ἀνακρίσεως ἀπελύθησαν ἐλλείψει ἐνοχοποιητικῶν στοιχείων, διότι οὐδὲν ἀπεδείχθη εἰς βάρος των. [1133, 493, 1359, 630]
story-text: Εἰς Βέσοβον ὁ τουρκικὸς στρατὸς ἐπολιόρκησε προχθὲς βουλγαρικὴν συμμορίαν. Μεγάλη συμπλοκὴ συνήφθη, καθ' ἣν ἐφονεύθησαν 33 Βούλγαροι καὶ συνελήφθησαν ἄλλοι τινές. Αἱ οἰκίαι ὅπου ἐκρύπτοντο οἱ κομιτατζῆδες ἐπυρπολήθησαν ὑπὸ τοῦ στρατοῦ. [1373, 1278, 1593, 1389]
methana-text: ΕΝΟΙΚΙΑΖΕΤΑΙ ἀπὸ 1ης Αὐγούστου ἡ ἐν Μεθάνοις οἰκία Ἀγγελοπούλου Δεκάτου. [898, 2124, 1120, 2165]
divider [898, 2072, 1120, 2074]
banks-table [170, 378, 415, 465]
story-text: φούρτην. Ἡ σημασία τῆς συναντήσεως τῶν δύο ἡγεμόνων κρίνεται ἐξαιρετικῶς μεγάλη, λέγεται δὲ ὅτι θὰ ἀφορᾷ κυρίως τὸ ζήτημα τοῦ Ρωσσοϊαπωνικοῦ πολέμου. [1373, 450, 1593, 531]
divider [170, 1444, 415, 1446]
market-date: Παρασκευή, 22 Ἰουλίου [282, 345, 415, 358]
divider [1133, 397, 1593, 398]
table-row: » Τουρκίας 27.— [170, 678, 415, 691]
story-title: ΣΥΝΑΝΤΗΣΙΣ [1163, 1181, 1328, 1208]
divider [1133, 1175, 1359, 1177]
companies-table [170, 485, 415, 634]
weather-source: [Ἐθνικὸν Ἀστεροσκοπεῖον] [220, 830, 365, 843]
paper-subtitle: ΗΜΕΡΟΛΟΓΙΟΝ [189, 208, 396, 229]
article-text: ρον θεραπεύσῃ. Δὲν θὰ ἦτο ἀδύνατον νὰ εὑρεθῇ μὲν διὰ τῆς ἐσοδείας τοῦ τρέχοντος ἔτους μέτρον τι δυνάμενον νὰ περιστείλῃ τὰ ἄμεσα ἀποτελέσματα πάσης τυχὸν παραγωγῆς. Ἡ ποσότης τῆς ἐξαγομένης σταφίδος ὑπολογίζεται εἰς 250,000,000 λίτρων καὶ τὸ παρὰ τοῦ Κράτους ἡ τῆς Σταφιδικῆς Τραπέζης λαμβανόμενον ποσὸν τῶν 90,000,000 λίτρων τῆς παρακρατήσεως. ΜΕΡΛΟΠΟΥΛΟΣ. Τὸ 1900 δὲν εἴχομεν καὶ 100,000,000 σταφίδος. ΚΑΡΑΠΑΝΟΣ. Δὲν ὑπάρχων τότε οἱ ποσοτικοὶ ὅροι τῆς παραλαβῆς τῆς σταφίδος. ΜΕΡΛΟΠΟΥΛΟΣ. Ἀλλ' ὁ περιορισμὸς ἦτο ἡ πεντηκονταετηρὶς τῆς ἐξαγωγῆς ἐντὸς δύο ἢ τριῶν ἐτῶν. Τὸ Κράτος ἔχει καθῆκον νὰ προνοήσῃ ὑπὲρ τῶν ἐπαρχιῶν αἵτινες ζῶσιν ἐκ τῆς σταφίδος, καὶ νὰ μὴ ἐκθέσῃ αὐτὰς εἰς τὴν ἐκμετάλλευσιν ἰδιωτικῆς ἑταιρίας. [898, 466, 1120, 785]
signature: Μ.Χ. [1328, 629, 1359, 644]
story-text: ΒΕΡΟΛΙΝΟΝ, Παρασκευὴ μεσονύκτιον. Ἐκ Κωνσταντινουπόλεως ἀγγέλλεται σήμερον ὅτι ὁ ἀνώτερος αὐλικὸς ὑπάλληλος τοῦ Γιλδὶζ ἐκ τῶν ὀπαδῶν τοῦ Σουλτάνου, ἐξηφανίσθη αἰφνιδίως. Ὑπάρχουσιν ὑπόνοιαι ὅτι οὗτος, ἐνεχόμενος εἰς τὴν κατὰ τοῦ Σουλτάνου ἀπόπειραν, ἐδραπέτευσε. Τὸ γεγονὸς περιπλέκει λίαν τὸ ἔργον τῶν ἀνακρίσεων. [1133, 1020, 1359, 1171]
exchange-table [170, 732, 415, 803]
edition-banner: 5η ΠΡΩΙΝΗ [1179, 148, 1547, 212]
table-row: Ἐπὶ Ἀγγλίας 30.37.50 [171, 747, 415, 761]
story-text: ΒΟΛΟΣ 22 Ἰουλίου. (Τηλεγράφημα τοῦ «Σκρίπ»). [1133, 1573, 1359, 1601]
banks-title: ΜΕΤΟΧΑΙ ΤΡΑΠΕΖΩΝ [217, 361, 368, 376]
article-text: καντι τῶν ὅσων τὸ δημόσιον ἔχει νὰ λάβῃ παρὰ τῆς Σταφιδικῆς Τραπέζης διὰ τὴν φόρον τοῦ 1904—1905, τὴν πρακτέωσαν θὰ ταύτην θὰ εἰσπράξῃ ἡ Ἑταιρία ἐνύκους ἐκ τοῦ ἐνεργητικοῦ τῆς Σταφιδικῆς Τραπέζης. Τὸ πραγματικὸν ἐπομένως ἀντάλλαγμα ὑπὲρ τοῦ Δημοσίου εἶνε ἡ ἐξασφάλισις ὡρισμένου ποσοῦ ὡς φόρου ἐπὶ τῆς ἐξαγομένης σταφίδος. Ἐὰν ἀναλογισθῶμεν ὅτι ἡ Ἑταιρία θὰ ἀγοράσῃ τὰς σταφίδας εἰς τιμὰς χαμηλὰς καὶ θὰ πωλήσῃ ταύτας εἰς τὸ ἐξωτερικὸν μὲ μεγάλα κέρδη, τότε βλέπομεν ὅτι τὸ ἀντάλλαγμα εἶνε λίαν ἀσήμαντον. Ἀλλ' οἱ σταφιδικοὶ πληθυσμοὶ θὰ ὑποστῶσι καὶ ἄλλας ζημίας, διότι ἡ Ἑταιρία θὰ ἀποφασίζῃ περὶ τῆς ποσότητος τῆς σταφίδος ἥτις θὰ ἐξάγεται, καὶ ἡ τιμὴ θὰ ὁρίζεται ὑπ' αὐτῆς. Δὲν νομίζομεν ὅμως ὅτι ἡ πολιτεία ὀφείλει νὰ ἐγκαταλείψῃ τὸν ἀμπελουργὸν εἰς τὴν διάθεσιν μιᾶς ἰδιωτικῆς ἑταιρίας. Ἡ κυβέρνησις ὀφείλει νὰ προστατεύσῃ τὰ συμφέροντα τῶν παραγωγῶν καὶ νὰ ἐξασφαλίσῃ αὐτοῖς ἀξιοπρεπῆ τιμὴν διὰ τὸ προϊὸν τῆς ἐργασίας των. [663, 532, 885, 917]
